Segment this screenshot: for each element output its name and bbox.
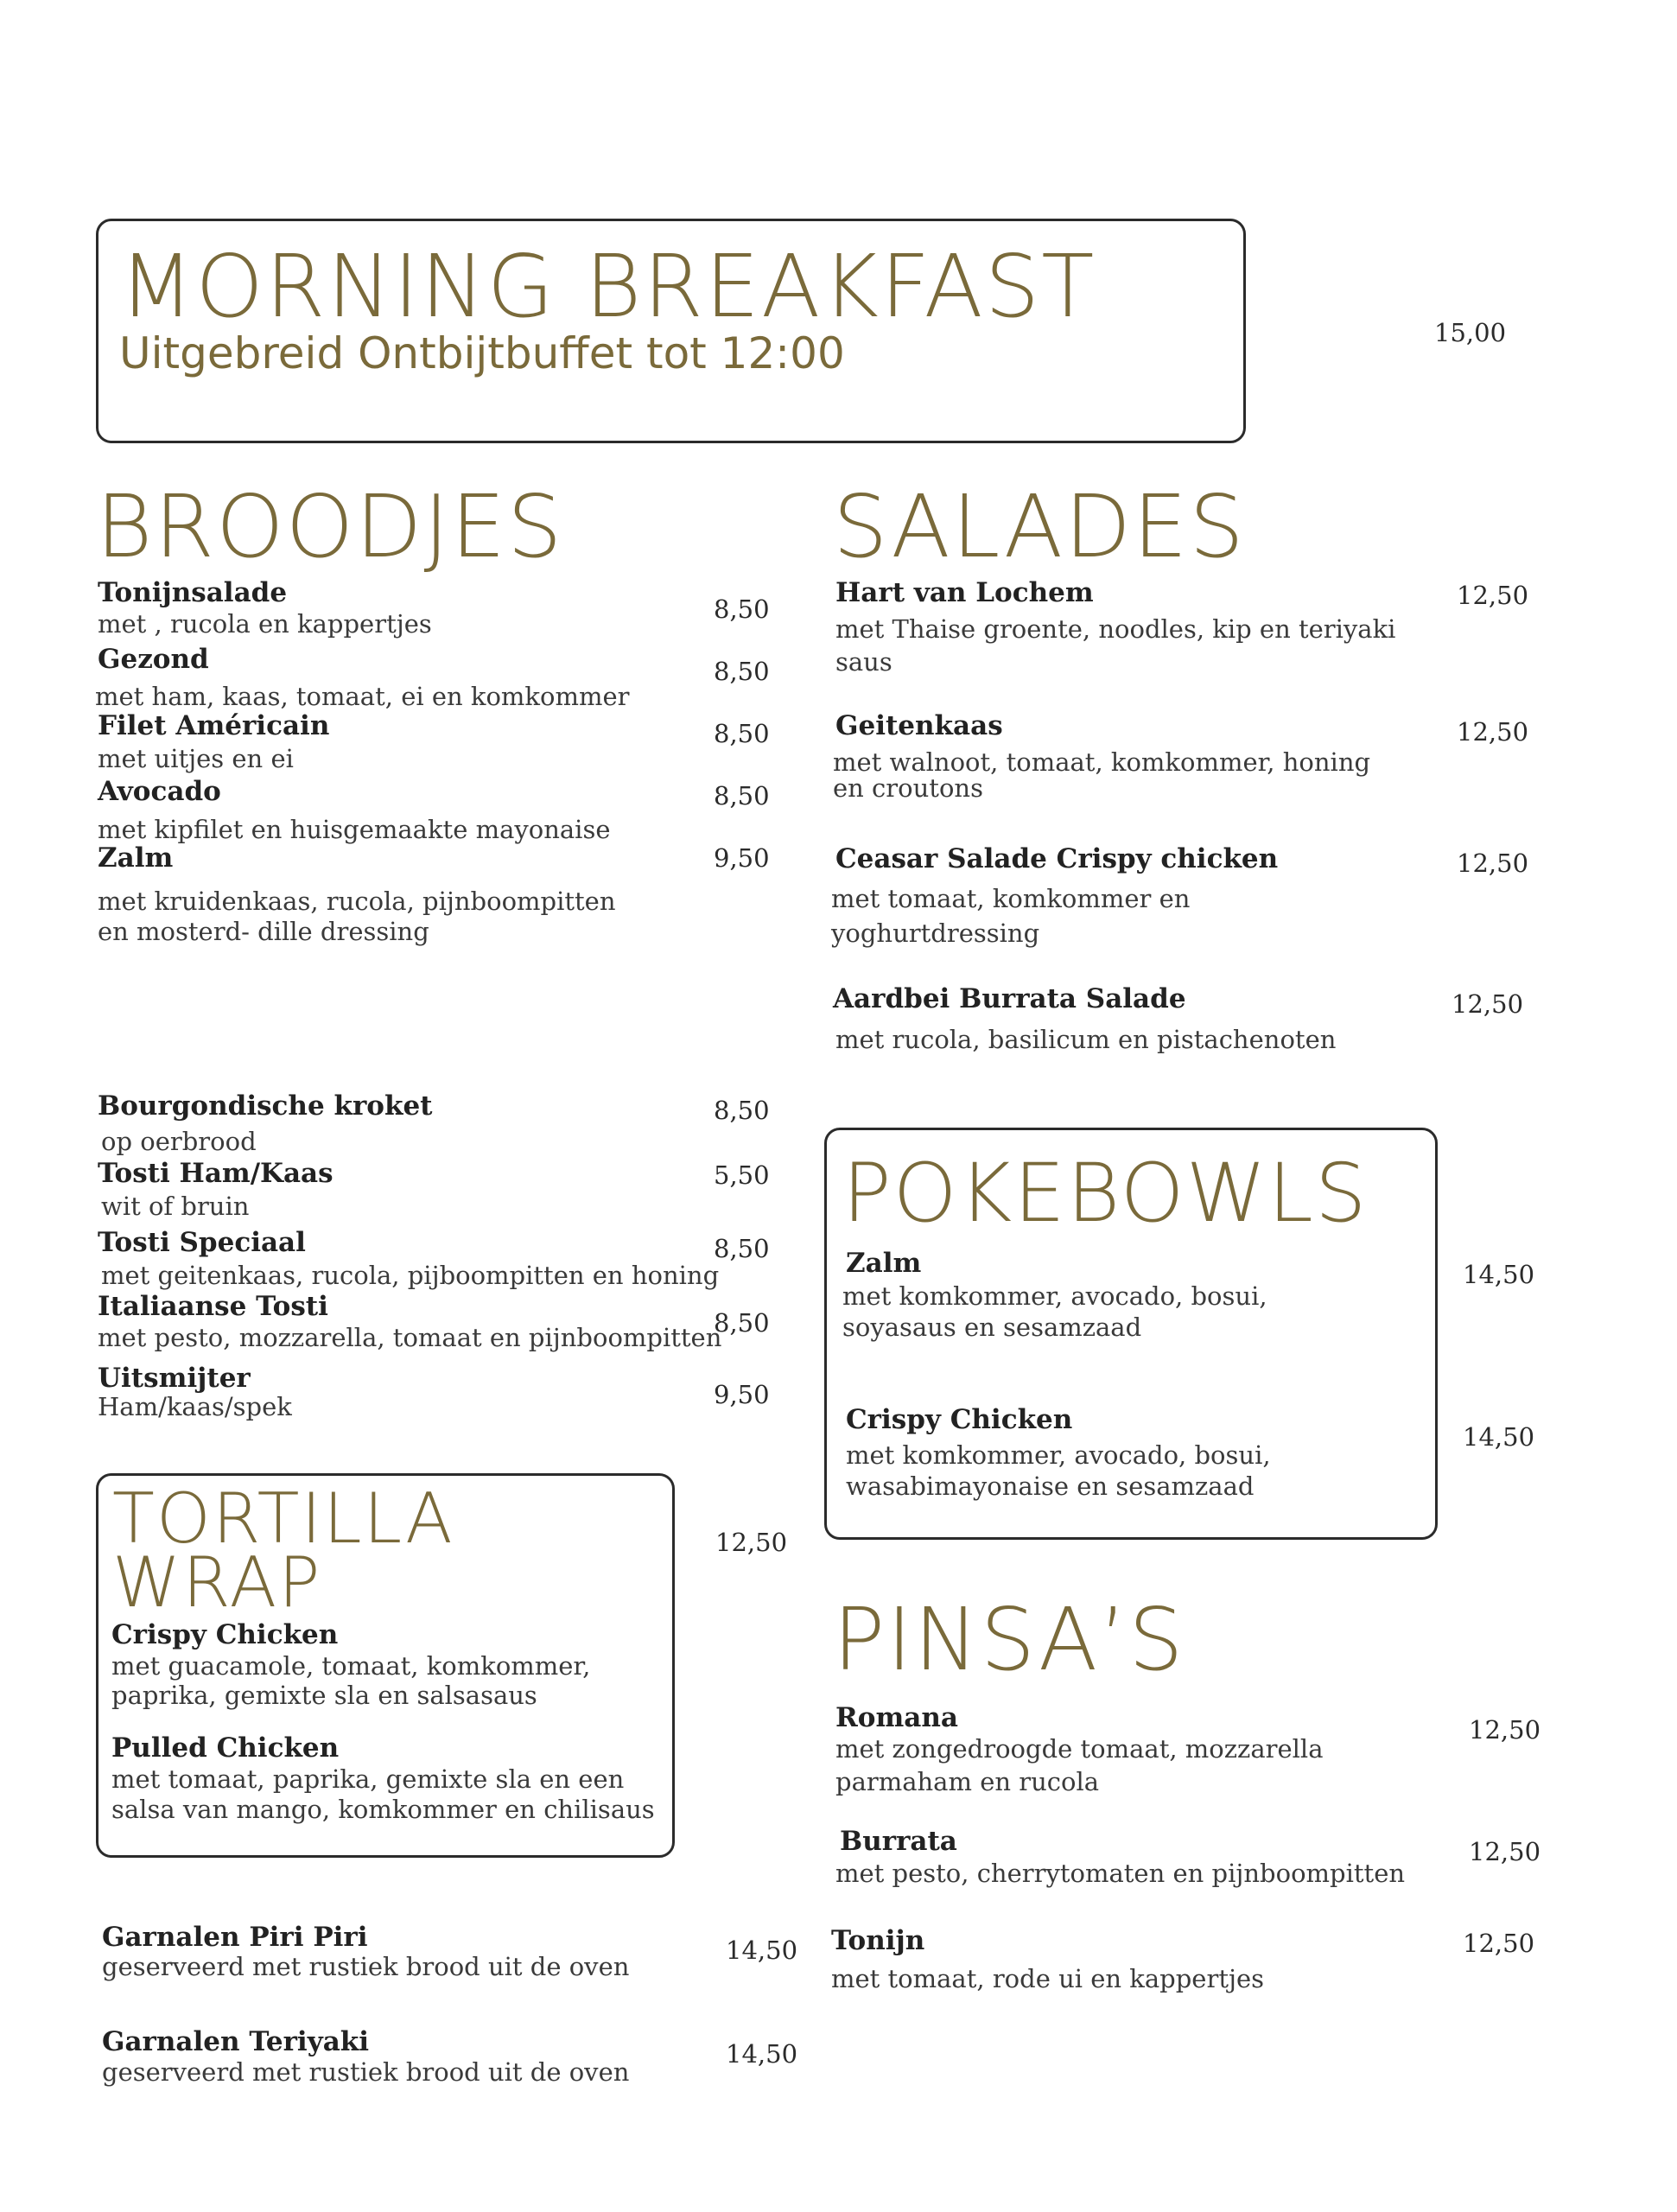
tortilla-item-desc: met guacamole, tomaat, komkommer, [111, 1651, 591, 1681]
garnalen-item-desc: geserveerd met rustiek brood uit de oven [102, 2057, 630, 2087]
salades-item-desc: en croutons [833, 773, 983, 803]
breakfast-price: 15,00 [1434, 318, 1507, 347]
garnalen-item-name: Garnalen Piri Piri [102, 1922, 368, 1953]
salades-item-name: Hart van Lochem [835, 577, 1094, 608]
salades-item-name: Aardbei Burrata Salade [833, 983, 1186, 1014]
warm-item-price: 9,50 [714, 1380, 770, 1409]
garnalen-item-name: Garnalen Teriyaki [102, 2026, 370, 2057]
salades-item-name: Geitenkaas [835, 710, 1003, 741]
warm-item-name: Tosti Ham/Kaas [98, 1158, 333, 1189]
broodjes-item-price: 9,50 [714, 843, 770, 873]
broodjes-item-desc: met , rucola en kappertjes [98, 609, 432, 639]
broodjes-item-desc: met ham, kaas, tomaat, ei en komkommer [95, 682, 630, 711]
salades-item-desc: met tomaat, komkommer en [831, 884, 1191, 913]
broodjes-title: BROODJES [96, 476, 564, 577]
pinsas-item-price: 12,50 [1469, 1837, 1541, 1866]
broodjes-item-desc: met kipfilet en huisgemaakte mayonaise [98, 815, 611, 844]
tortilla-item-desc: met tomaat, paprika, gemixte sla en een [111, 1764, 625, 1794]
broodjes-item-desc: en mosterd- dille dressing [98, 917, 429, 946]
broodjes-item-price: 8,50 [714, 594, 770, 624]
breakfast-subtitle: Uitgebreid Ontbijtbuffet tot 12:00 [119, 328, 845, 378]
warm-item-name: Uitsmijter [98, 1363, 251, 1394]
pinsas-item-name: Burrata [840, 1826, 957, 1857]
pokebowls-item-price: 14,50 [1463, 1260, 1535, 1289]
warm-item-desc: Ham/kaas/spek [98, 1392, 292, 1421]
salades-item-price: 12,50 [1457, 581, 1529, 610]
warm-item-name: Italiaanse Tosti [98, 1291, 328, 1322]
broodjes-item-price: 8,50 [714, 781, 770, 810]
warm-item-desc: op oerbrood [101, 1127, 257, 1156]
pokebowls-item-desc: wasabimayonaise en sesamzaad [846, 1471, 1255, 1501]
warm-item-price: 8,50 [714, 1234, 770, 1263]
pinsas-item-name: Romana [835, 1702, 958, 1733]
warm-item-price: 8,50 [714, 1096, 770, 1125]
pinsas-item-desc: met pesto, cherrytomaten en pijnboompitten [835, 1859, 1406, 1888]
pokebowls-item-price: 14,50 [1463, 1422, 1535, 1452]
warm-item-desc: met pesto, mozzarella, tomaat en pijnboompitten [98, 1323, 722, 1352]
salades-item-price: 12,50 [1457, 849, 1529, 878]
warm-item-price: 5,50 [714, 1160, 770, 1190]
pokebowls-title: POKEBOWLS [842, 1147, 1369, 1241]
pinsas-item-price: 12,50 [1463, 1929, 1535, 1958]
salades-title: SALADES [833, 476, 1246, 577]
pokebowls-item-desc: met komkommer, avocado, bosui, [846, 1440, 1271, 1470]
pokebowls-item-name: Zalm [846, 1248, 922, 1279]
pinsas-title: PINSA’S [833, 1589, 1185, 1690]
broodjes-item-name: Filet Américain [98, 710, 330, 741]
salades-item-desc: saus [835, 647, 892, 677]
pinsas-item-desc: met zongedroogde tomaat, mozzarella [835, 1734, 1324, 1764]
tortilla-title: TORTILLA [112, 1478, 454, 1559]
salades-item-desc: met walnoot, tomaat, komkommer, honing [833, 747, 1371, 777]
salades-item-price: 12,50 [1451, 989, 1524, 1019]
broodjes-item-desc: met uitjes en ei [98, 744, 294, 773]
tortilla-title-2: WRAP [112, 1542, 322, 1623]
pokebowls-item-desc: soyasaus en sesamzaad [842, 1313, 1142, 1342]
warm-item-name: Tosti Speciaal [98, 1227, 306, 1258]
salades-item-price: 12,50 [1457, 717, 1529, 747]
pinsas-item-price: 12,50 [1469, 1715, 1541, 1745]
warm-item-desc: wit of bruin [101, 1192, 250, 1221]
warm-item-name: Bourgondische kroket [98, 1090, 433, 1122]
warm-item-desc: met geitenkaas, rucola, pijboompitten en honing [101, 1261, 720, 1290]
broodjes-item-name: Tonijnsalade [98, 577, 288, 608]
pinsas-item-name: Tonijn [831, 1925, 925, 1956]
broodjes-item-price: 8,50 [714, 719, 770, 748]
tortilla-item-desc: paprika, gemixte sla en salsasaus [111, 1681, 537, 1710]
salades-item-desc: yoghurtdressing [831, 918, 1040, 948]
pinsas-item-desc: parmaham en rucola [835, 1767, 1100, 1796]
broodjes-item-price: 8,50 [714, 657, 770, 686]
broodjes-item-name: Zalm [98, 842, 174, 874]
salades-item-desc: met rucola, basilicum en pistachenoten [835, 1025, 1337, 1054]
tortilla-item-name: Crispy Chicken [111, 1619, 339, 1650]
garnalen-item-desc: geserveerd met rustiek brood uit de oven [102, 1952, 630, 1981]
warm-item-price: 8,50 [714, 1308, 770, 1338]
broodjes-item-desc: met kruidenkaas, rucola, pijnboompitten [98, 887, 616, 916]
pokebowls-item-desc: met komkommer, avocado, bosui, [842, 1281, 1267, 1311]
garnalen-item-price: 14,50 [726, 2039, 798, 2069]
pokebowls-item-name: Crispy Chicken [846, 1404, 1073, 1435]
salades-item-name: Ceasar Salade Crispy chicken [835, 843, 1279, 874]
broodjes-item-name: Gezond [98, 644, 209, 675]
tortilla-item-desc: salsa van mango, komkommer en chilisaus [111, 1795, 655, 1824]
garnalen-item-price: 14,50 [726, 1936, 798, 1965]
tortilla-price: 12,50 [715, 1528, 788, 1557]
salades-item-desc: met Thaise groente, noodles, kip en teriyaki [835, 614, 1396, 644]
pinsas-item-desc: met tomaat, rode ui en kappertjes [831, 1964, 1265, 1993]
breakfast-title: MORNING BREAKFAST [119, 236, 1096, 337]
broodjes-item-name: Avocado [98, 776, 221, 807]
tortilla-item-name: Pulled Chicken [111, 1732, 340, 1764]
